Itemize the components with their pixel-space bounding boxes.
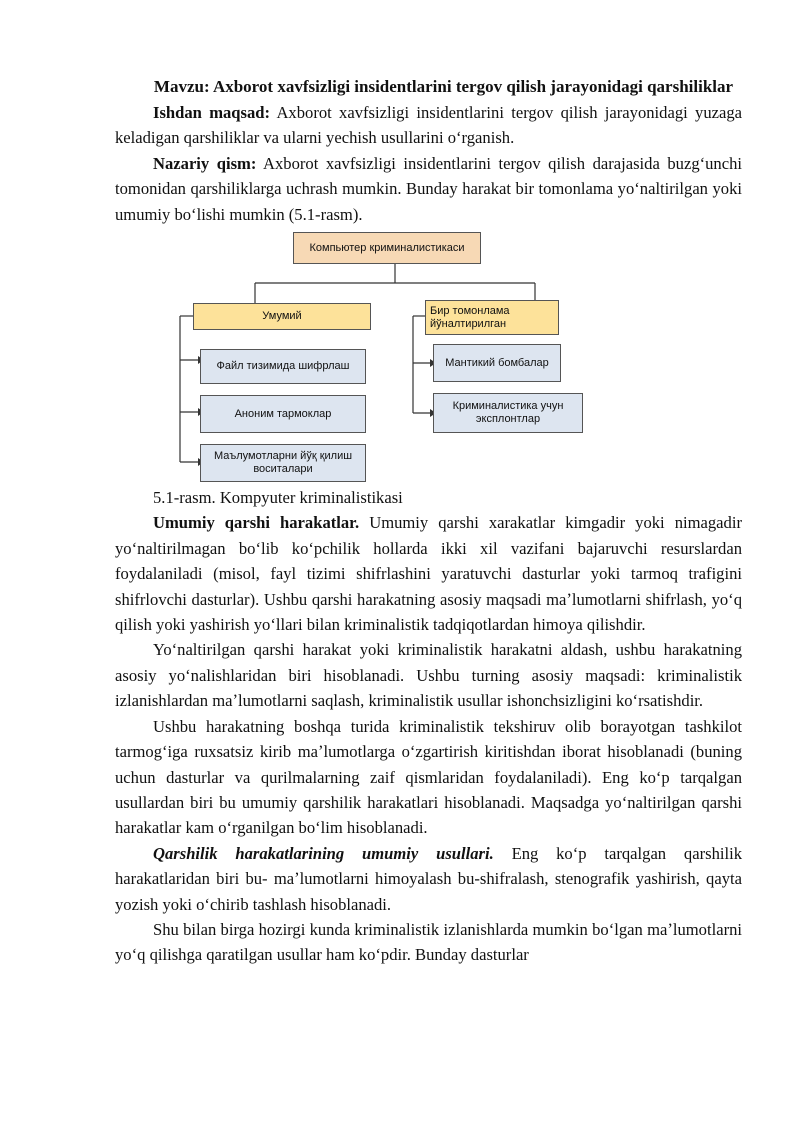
diagram-root-box: Компьютер криминалистикаси: [293, 232, 481, 264]
diagram-targeted-box: Бир томонлама йўналтирилган: [425, 300, 559, 335]
paragraph-methods: [115, 841, 742, 917]
theory-text: Axborot xavfsizligi insidentlarini tergov qilish darajasida buzgʻunchi tomonidan qarshiliklarga uchrash mumkin. Bunday harakat bir tomonlama yoʻnaltirilgan yoki umumiy boʻlishi mumkin (5.1-rasm).: [115, 153, 743, 224]
figure-caption: 5.1-rasm. Kompyuter kriminalistikasi: [153, 488, 403, 508]
paragraph-targeted: Yoʻnaltirilgan qarshi harakat yoki kriminalistik harakatni aldash, ushbu harakatning asosiy yoʻnalishlaridan biri hisoblanadi. Ushbu turning asosiy maqsadi: kriminalistik izlanishlardan maʼlumotlarni saqlash, kriminalistik usullar ishonchsizligini koʻrsatishdir.: [115, 640, 742, 711]
diagram-item-file-encryption: Файл тизимида шифрлаш: [200, 349, 366, 384]
methods-label: Qarshilik harakatlarining umumiy usullari.: [153, 843, 494, 863]
document-page: [115, 75, 742, 968]
diagram-computer-forensics: [115, 229, 742, 485]
diagram-item-logic-bombs: Мантикий бомбалар: [433, 344, 561, 382]
general-countermeasures-text: Umumiy qarshi xarakatlar kimgadir yoki nimagadir yoʻnaltirilmagan boʻlib koʻpchilik hollarda ikki xil vazifani bajaruvchi resurslardan foydalaniladi (misol, fayl tizimi shifrlashini yaratuvchi dasturlar yoki tarmoq trafigini shifrlovchi dasturlar). Ushbu qarshi harakatning asosiy maqsadi maʼlumotlarni shifrlash, yoʻq qilish yoki yashirish yoʻllari bilan kriminalistik tadqiqotlardan himoya qilishdir.: [115, 513, 742, 635]
methods-text: Eng koʻp tarqalgan qarshilik harakatlaridan biri bu- maʼlumotlarni himoyalash bu-shifralash, stenografik yashirish, qayta yozish yoki oʻchirib tashlash hisoblanadi.: [115, 843, 742, 914]
paragraph-theory: [115, 151, 742, 227]
paragraph-other-type: Ushbu harakatning boshqa turida kriminalistik tekshiruv olib borayotgan tashkilot tarmogʻiga ruxsatsiz kirib maʼlumotlarga oʻzgartirish kiritishdan iborat hisoblanadi (buning uchun dasturlar va qurilmalarning zaif qismlaridan foydalaniladi). Eng koʻp tarqalgan usullardan biri bu umumiy qarshilik harakatlari hisoblanadi. Maqsadga yoʻnaltirilgan qarshi harakatlar kam oʻrganilgan boʻlim hisoblanadi.: [115, 716, 742, 838]
document-title: Mavzu: Axborot xavfsizligi insidentlarini tergov qilish jarayonidagi qarshiliklar: [153, 77, 734, 96]
paragraph-current-methods: Shu bilan birga hozirgi kunda kriminalistik izlanishlarda mumkin boʻlgan maʼlumotlarni yoʻq qilishga qaratilgan usullar ham koʻpdir. Bunday dasturlar: [115, 919, 742, 965]
diagram-general-box: Умумий: [193, 303, 371, 330]
diagram-item-data-destruction: Маълумотларни йўқ қилиш воситалари: [200, 444, 366, 482]
paragraph-goal: [115, 100, 742, 151]
theory-label: Nazariy qism:: [153, 153, 257, 173]
goal-label: Ishdan maqsad:: [153, 103, 271, 122]
goal-text: Axborot xavfsizligi insidentlarini tergov qilish jarayonidagi yuzaga keladigan qarshiliklar va ularni yechish usullarini oʻrganish.: [115, 103, 743, 148]
general-countermeasures-label: Umumiy qarshi harakatlar.: [153, 513, 360, 533]
diagram-item-anonymous-networks: Аноним тармоклар: [200, 395, 366, 433]
diagram-item-forensic-exploits: Криминалистика учун эксплонтлар: [433, 393, 583, 433]
paragraph-general-countermeasures: [115, 510, 742, 637]
